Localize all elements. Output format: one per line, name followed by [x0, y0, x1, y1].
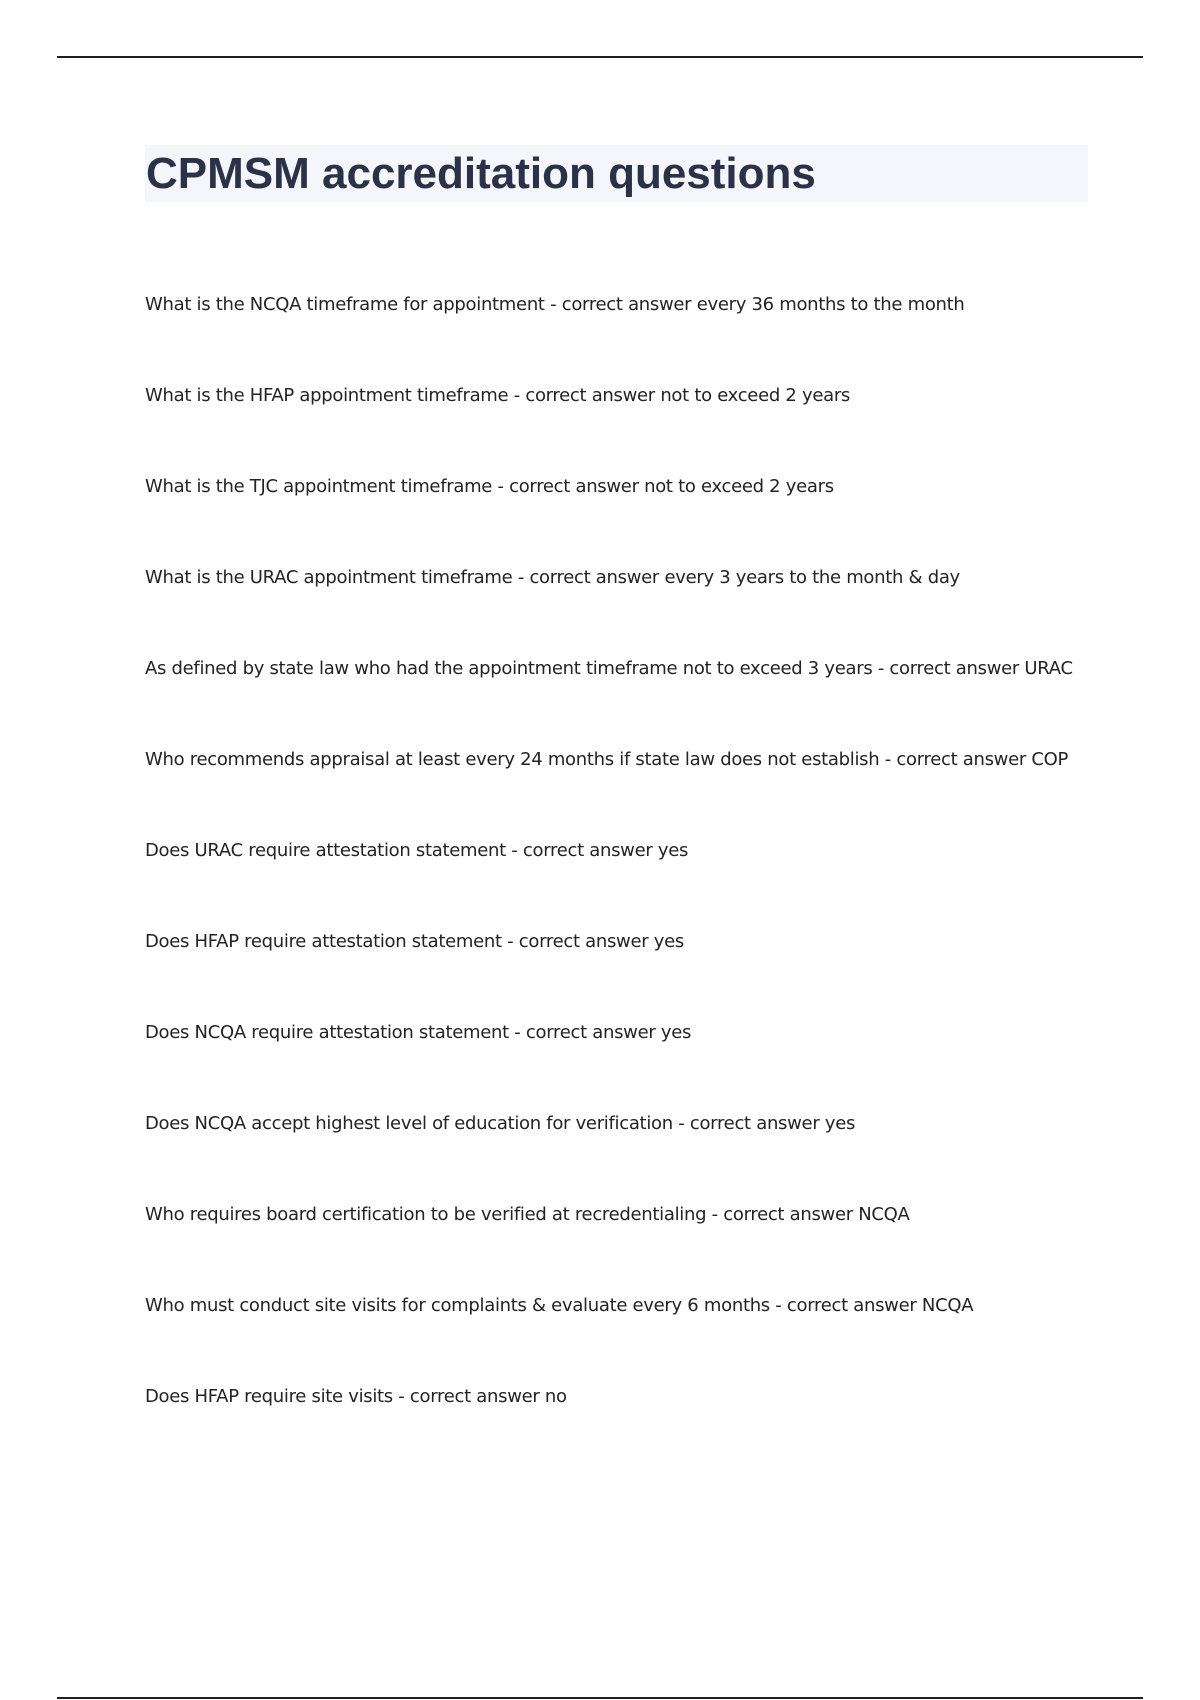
question-item-2: What is the HFAP appointment timeframe - correct answer not to exceed 2 years [145, 385, 851, 406]
document-body [145, 145, 1088, 1407]
question-item-13: Does HFAP require site visits - correct answer no [145, 1386, 567, 1407]
question-item-1: What is the NCQA timeframe for appointment - correct answer every 36 months to the month [145, 294, 965, 315]
question-list [145, 291, 1088, 1474]
question-item-10: Does NCQA accept highest level of education for verification - correct answer yes [145, 1113, 856, 1134]
question-item-4: What is the URAC appointment timeframe - correct answer every 3 years to the month & day [145, 567, 960, 588]
question-item-6: Who recommends appraisal at least every 24 months if state law does not establish - correct answer COP [145, 749, 1069, 770]
title-band [145, 145, 1088, 202]
question-item-5: As defined by state law who had the appointment timeframe not to exceed 3 years - correct answer URAC [145, 658, 1073, 679]
page-title: CPMSM accreditation questions [146, 148, 816, 198]
question-item-7: Does URAC require attestation statement - correct answer yes [145, 840, 689, 861]
question-item-9: Does NCQA require attestation statement - correct answer yes [145, 1022, 692, 1043]
question-item-8: Does HFAP require attestation statement - correct answer yes [145, 931, 684, 952]
question-item-12: Who must conduct site visits for complaints & evaluate every 6 months - correct answer NCQA [145, 1295, 974, 1316]
bottom-rule [57, 1697, 1143, 1699]
question-item-3: What is the TJC appointment timeframe - correct answer not to exceed 2 years [145, 476, 834, 497]
question-item-11: Who requires board certification to be verified at recredentialing - correct answer NCQA [145, 1204, 910, 1225]
top-rule [57, 56, 1143, 58]
